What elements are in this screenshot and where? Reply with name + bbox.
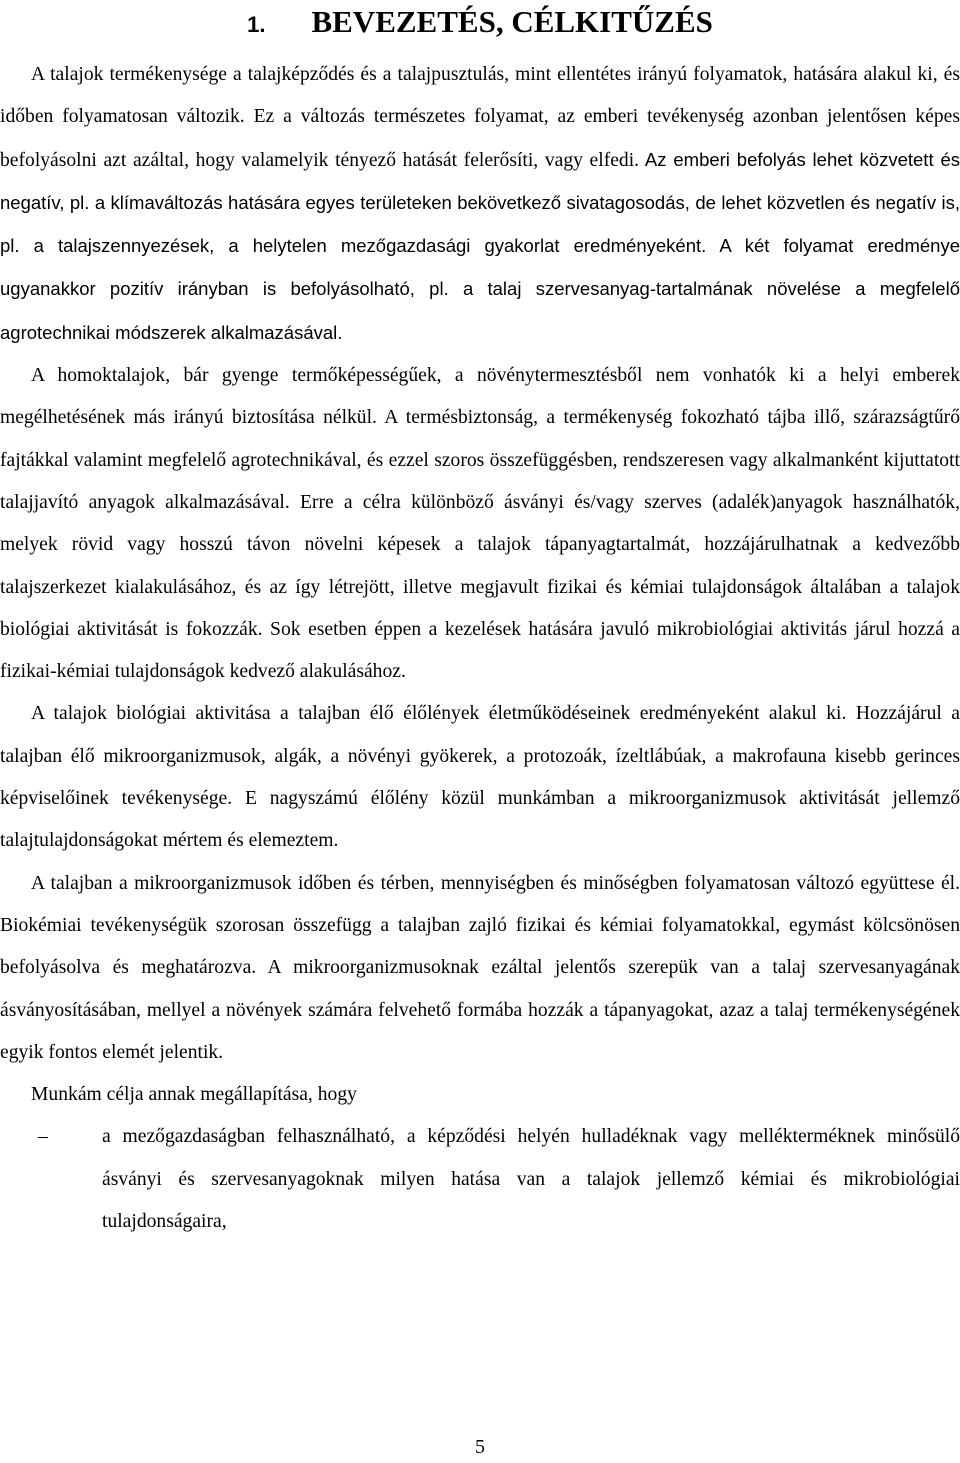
chapter-number: 1.: [247, 12, 266, 37]
objectives-list: [0, 1116, 960, 1243]
paragraph-1-part-a: A talajok termékenysége a talajképződés és a talajpusztulás, mint ellentétes irányú folyamatok, hatására alakul ki, és időben folyamatosan változik. Ez a változás természetes folyamat, az emberi tevékenység azonban jelentősen képes befolyásolni azt azáltal, hogy valamelyik tényező hatását felerősíti, vagy elfedi.: [0, 64, 960, 171]
chapter-heading: [0, 2, 960, 45]
paragraph-3: A talajok biológiai aktivitása a talajban élő élőlények életműködéseinek eredményeként alakul ki. Hozzájárul a talajban élő mikroorganizmusok, algák, a növényi gyökerek, a protozoák, ízeltlábúak, a makrofauna kisebb gerinces képviselőinek tevékenysége. E nagyszámú élőlény közül munkámban a mikroorganizmusok aktivitását jellemző talajtulajdonságokat mértem és elemeztem.: [0, 703, 960, 852]
list-item-text: a mezőgazdaságban felhasználható, a képződési helyén hulladéknak vagy mellékterméknek minősülő ásványi és szervesanyagoknak milyen hatása van a talajok jellemző kémiai és mikrobiológiai tulajdonságaira,: [102, 1126, 960, 1233]
list-item: [0, 1116, 960, 1243]
paragraph-2: A homoktalajok, bár gyenge termőképességűek, a növénytermesztésből nem vonhatók ki a helyi emberek megélhetésének más irányú biztosítása nélkül. A termésbiztonság, a termékenység fokozható tájba illő, szárazságtűrő fajtákkal valamint megfelelő agrotechnikával, és ezzel szoros összefüggésben, rendszeresen vagy alkalmanként kijuttatott talajjavító anyagok alkalmazásával. Erre a célra különböző ásványi és/vagy szerves (adalék)anyagok használhatók, melyek rövid vagy hosszú távon növelni képesek a talajok tápanyagtartalmát, hozzájárulhatnak a kedvezőbb talajszerkezet kialakulásához, és az így létrejött, illetve megjavult fizikai és kémiai tulajdonságok általában a talajok biológiai aktivitását is fokozzák. Sok esetben éppen a kezelések hatására javuló mikrobiológiai aktivitás járul hozzá a fizikai-kémiai tulajdonságok kedvező alakulásához.: [0, 365, 960, 683]
paragraph-5: Munkám célja annak megállapítása, hogy: [31, 1084, 357, 1106]
paragraph-1-part-b: Az emberi befolyás lehet közvetett és negatív, pl. a klímaváltozás hatására egyes területeken bekövetkező sivatagosodás, de lehet közvetlen és negatív is, pl. a talajszennyezések, a helytelen mezőgazdasági gyakorlat eredményeként. A két folyamat eredménye ugyanakkor pozitív irányban is befolyásolható, pl. a talaj szervesanyag-tartalmának növelése a megfelelő agrotechnikai módszerek alkalmazásával.: [0, 148, 960, 343]
paragraph-1: [0, 54, 960, 355]
list-dash: –: [38, 1126, 48, 1148]
paragraph-4: A talajban a mikroorganizmusok időben és térben, mennyiségben és minőségben folyamatosan változó együttese él. Biokémiai tevékenységük szorosan összefügg a talajban zajló fizikai és kémiai folyamatokkal, egymást kölcsönösen befolyásolva és meghatározva. A mikroorganizmusoknak ezáltal jelentős szerepük van a talaj szervesanyagának ásványosításában, mellyel a növények számára felvehető formába hozzák a tápanyagokat, azaz a talaj termékenységének egyik fontos elemét jelentik.: [0, 872, 960, 1063]
chapter-title: BEVEZETÉS, CÉLKITŰZÉS: [311, 4, 713, 39]
body-text: [0, 54, 960, 1243]
page-number: 5: [475, 1436, 485, 1458]
